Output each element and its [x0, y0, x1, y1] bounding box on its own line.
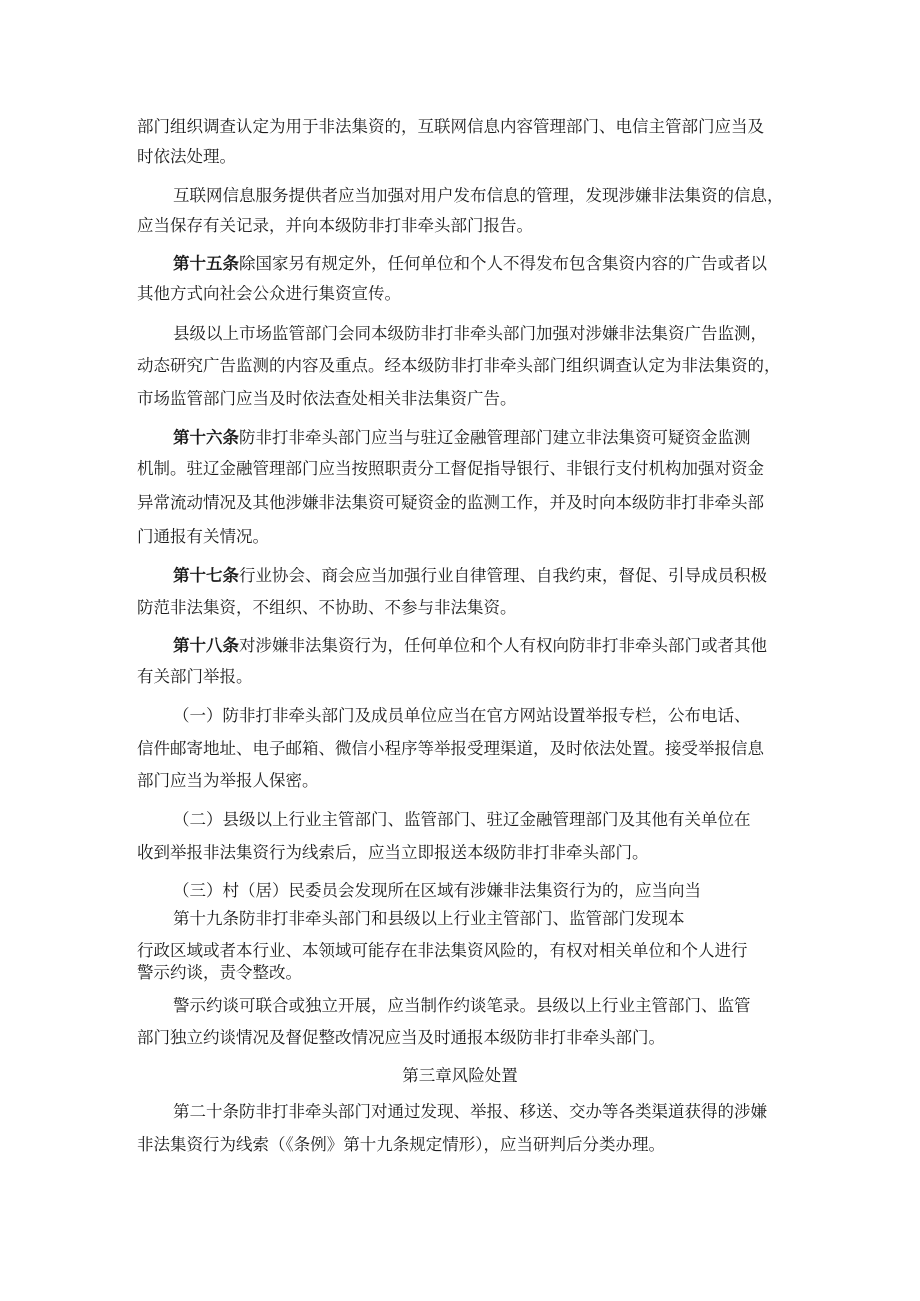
- text-line: 收到举报非法集资行为线索后，应当立即报送本级防非打非牵头部门。: [137, 843, 649, 862]
- list-item-2: （二）县级以上行业主管部门、监管部门、驻辽金融管理部门及其他有关单位在: [173, 810, 751, 829]
- text-line: 应当保存有关记录，并向本级防非打非牵头部门报告。: [137, 216, 533, 235]
- paragraph-line: 县级以上市场监管部门会同本级防非打非牵头部门加强对涉嫌非法集资广告监测，: [173, 324, 767, 343]
- article-15-text: 除国家另有规定外，任何单位和个人不得发布包含集资内容的广告或者以: [239, 254, 767, 273]
- list-item-3: （三）村（居）民委员会发现所在区域有涉嫌非法集资行为的，应当向当: [173, 881, 701, 900]
- text-line: 机制。驻辽金融管理部门应当按照职责分工督促指导银行、非银行支付机构加强对资金: [137, 459, 764, 478]
- article-17-line: [173, 565, 767, 587]
- text-line: 部门独立约谈情况及督促整改情况应当及时通报本级防非打非牵头部门。: [137, 1028, 665, 1047]
- article-17-text: 行业协会、商会应当加强行业自律管理、自我约束，督促、引导成员积极: [239, 566, 767, 585]
- text-line: 时依法处理。: [137, 147, 236, 166]
- article-18-line: [173, 635, 767, 657]
- chapter-heading: 第三章风险处置: [402, 1066, 518, 1085]
- text-line: 部门应当为举报人保密。: [137, 771, 319, 790]
- text-line: 有关部门举报。: [137, 667, 253, 686]
- article-16-line: [173, 427, 751, 449]
- text-line: 动态研究广告监测的内容及重点。经本级防非打非牵头部门组织调查认定为非法集资的，: [137, 356, 781, 375]
- text-line: 部门组织调查认定为用于非法集资的，互联网信息内容管理部门、电信主管部门应当及: [137, 117, 764, 136]
- paragraph-line: 互联网信息服务提供者应当加强对用户发布信息的管理，发现涉嫌非法集资的信息，: [173, 186, 784, 205]
- article-18-text: 对涉嫌非法集资行为，任何单位和个人有权向防非打非牵头部门或者其他: [239, 636, 767, 655]
- article-20-line: 第二十条防非打非牵头部门对通过发现、举报、移送、交办等各类渠道获得的涉嫌: [173, 1102, 767, 1121]
- article-15-line: [173, 253, 767, 275]
- list-item-1: （一）防非打非牵头部门及成员单位应当在官方网站设置举报专栏，公布电话、: [173, 706, 751, 725]
- article-19-line: 第十九条防非打非牵头部门和县级以上行业主管部门、监管部门发现本: [173, 909, 685, 928]
- text-line: 信件邮寄地址、电子邮箱、微信小程序等举报受理渠道，及时依法处置。接受举报信息: [137, 739, 764, 758]
- text-line: 门通报有关情况。: [137, 527, 269, 546]
- text-line: 行政区域或者本行业、本领域可能存在非法集资风险的，有权对相关单位和个人进行: [137, 941, 748, 960]
- text-line: 市场监管部门应当及时依法查处相关非法集资广告。: [137, 389, 517, 408]
- paragraph-line: 警示约谈可联合或独立开展，应当制作约谈笔录。县级以上行业主管部门、监管: [173, 996, 751, 1015]
- article-16-title: 第十六条: [173, 428, 239, 447]
- article-18-title: 第十八条: [173, 636, 239, 655]
- article-15-title: 第十五条: [173, 254, 239, 273]
- article-16-text: 防非打非牵头部门应当与驻辽金融管理部门建立非法集资可疑资金监测: [239, 428, 751, 447]
- article-17-title: 第十七条: [173, 566, 239, 585]
- text-line: 警示约谈，责令整改。: [137, 963, 302, 982]
- text-line: 异常流动情况及其他涉嫌非法集资可疑资金的监测工作，并及时向本级防非打非牵头部: [137, 493, 764, 512]
- text-line: 非法集资行为线索（《条例》第十九条规定情形），应当研判后分类办理。: [137, 1135, 665, 1154]
- text-line: 其他方式向社会公众进行集资宣传。: [137, 284, 401, 303]
- text-line: 防范非法集资，不组织、不协助、不参与非法集资。: [137, 598, 517, 617]
